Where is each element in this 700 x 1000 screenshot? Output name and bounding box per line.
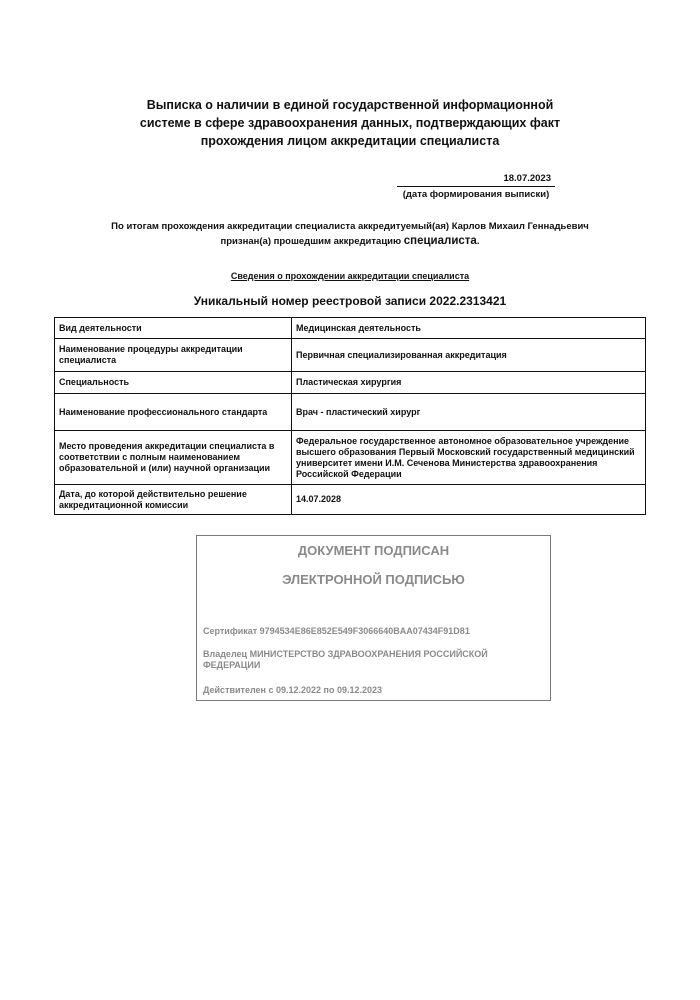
row-label: Место проведения аккредитации специалиста в соответствии с полным наименованием образовательной и (или) научной организации — [55, 431, 292, 485]
electronic-signature-stamp — [196, 535, 551, 701]
row-value: Медицинская деятельность — [292, 318, 646, 339]
row-value: Федеральное государственное автономное образовательное учреждение высшего образования Первый Московский государственный медицинский университет имени И.М. Сеченова Министерства здравоохранения Российской Федерации — [292, 431, 646, 485]
row-label: Дата, до которой действительно решение аккредитационной комиссии — [55, 485, 292, 515]
table-row — [55, 372, 646, 394]
row-value: Пластическая хирургия — [292, 372, 646, 394]
stamp-owner: Владелец МИНИСТЕРСТВО ЗДРАВООХРАНЕНИЯ РОССИЙСКОЙ ФЕДЕРАЦИИ — [203, 649, 488, 670]
issue-date-caption: (дата формирования выписки) — [402, 189, 550, 200]
title-line-1: Выписка о наличии в единой государственной информационной — [146, 98, 554, 112]
row-label: Наименование профессионального стандарта — [55, 394, 292, 431]
statement-prefix: признан(а) прошедшим аккредитацию — [220, 236, 402, 247]
row-label: Специальность — [55, 372, 292, 394]
issue-date: 18.07.2023 — [503, 173, 551, 184]
stamp-certificate: Сертификат 9794534E86E852E549F3066640BAA07434F91D81 — [203, 626, 470, 636]
row-value: Первичная специализированная аккредитация — [292, 339, 646, 372]
statement-suffix: . — [476, 236, 480, 247]
statement-line-1: По итогам прохождения аккредитации специалиста аккредитуемый(ая) Карлов Михаил Геннадьевич — [111, 221, 589, 232]
row-value: Врач - пластический хирург — [292, 394, 646, 431]
stamp-title-line-1: ДОКУМЕНТ ПОДПИСАН — [297, 543, 450, 558]
statement-specialist: специалиста — [403, 235, 477, 247]
table-row — [55, 339, 646, 372]
issue-date-block — [397, 172, 555, 201]
row-label: Вид деятельности — [55, 318, 292, 339]
stamp-title-line-2: ЭЛЕКТРОННОЙ ПОДПИСЬЮ — [282, 572, 465, 587]
title-line-2: системе в сфере здравоохранения данных, подтверждающих факт — [139, 116, 561, 130]
table-row — [55, 485, 646, 515]
row-label: Наименование процедуры аккредитации специалиста — [55, 339, 292, 372]
row-value: 14.07.2028 — [292, 485, 646, 515]
title-line-3: прохождения лицом аккредитации специалиста — [200, 134, 500, 148]
stamp-validity: Действителен с 09.12.2022 по 09.12.2023 — [203, 685, 383, 695]
statement-line-2 — [90, 234, 610, 249]
document-title — [100, 96, 600, 150]
accreditation-statement — [90, 220, 610, 249]
table-row — [55, 431, 646, 485]
section-heading: Сведения о прохождении аккредитации специалиста — [230, 271, 470, 281]
accreditation-table — [54, 317, 646, 515]
table-row — [55, 394, 646, 431]
table-row — [55, 318, 646, 339]
registry-number: Уникальный номер реестровой записи 2022.2313421 — [193, 294, 507, 308]
